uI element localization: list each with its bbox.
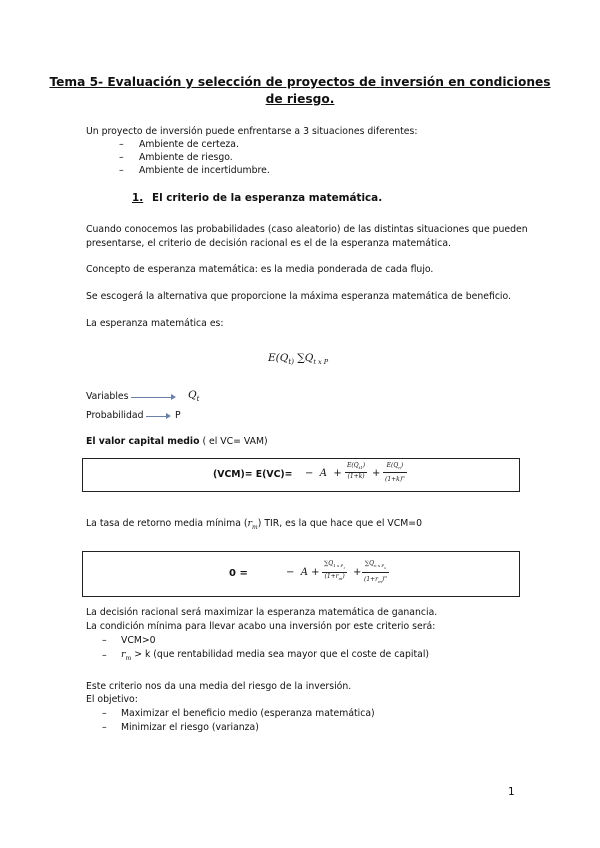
criterio-item-2: Minimizar el riesgo (varianza): [121, 722, 259, 733]
intro-item-3: Ambiente de incertidumbre.: [139, 165, 270, 176]
paragraph-1-line-1: Cuando conocemos las probabilidades (caso aleatorio) de las distintas situaciones que pueden: [86, 224, 528, 235]
arrow-line-1: [131, 397, 171, 398]
page-title-line-2: de riesgo.: [265, 92, 335, 106]
intro-dash-3: –: [119, 165, 124, 176]
decision-line-1: La decisión racional será maximizar la esperanza matemática de ganancia.: [86, 607, 438, 618]
vcm-heading: El valor capital medio ( el VC= VAM): [86, 436, 268, 447]
criterio-item-1: Maximizar el beneficio medio (esperanza matemática): [121, 708, 375, 719]
intro-text: Un proyecto de inversión puede enfrentarse a 3 situaciones diferentes:: [86, 126, 418, 137]
intro-item-1: Ambiente de certeza.: [139, 139, 239, 150]
intro-dash-2: –: [119, 152, 124, 163]
variables-label: Variables: [86, 391, 129, 402]
intro-item-2: Ambiente de riesgo.: [139, 152, 233, 163]
decision-item-1: VCM>0: [121, 635, 156, 646]
arrow-right-icon-1: [171, 394, 176, 400]
vcm-formula-box: (VCM)= E(VC)= − A + $\frac{E(Q_{t1})}{(1+k)}$ + $\frac{E(Q_n)}{(1+k)^n}$: [82, 458, 520, 492]
variables-symbol: $Q_t$: [188, 389, 200, 404]
decision-line-2: La condición mínima para llevar acabo una inversión por este criterio será:: [86, 621, 436, 632]
page-number: 1: [508, 786, 515, 798]
criterio-dash-1: –: [102, 708, 107, 719]
decision-item-2: $r_m > k$ (que rentabilidad media sea mayor que el coste de capital): [121, 649, 430, 662]
criterio-line-2: El objetivo:: [86, 694, 138, 705]
tir-formula-zero: 0 =: [229, 568, 248, 579]
decision-dash-1: –: [102, 635, 107, 646]
paragraph-4: La esperanza matemática es:: [86, 318, 224, 329]
tir-formula-box: 0 = − A + $\frac{\sum Q_{1 x P_1}}{(1+r_m)}$ + $\frac{\sum Q_{n x P_n}}{(1+r_m)^n}$: [82, 551, 520, 597]
tasa-text: La tasa de retorno media mínima $(r_m)$ TIR, es la que hace que el VCM=0: [86, 518, 423, 531]
paragraph-1-line-2: presentarse, el criterio de decisión racional es el de la esperanza matemática.: [86, 238, 451, 249]
section-number: 1.: [132, 192, 144, 204]
probabilidad-label: Probabilidad: [86, 410, 144, 421]
decision-dash-2: –: [102, 650, 107, 661]
intro-dash-1: –: [119, 139, 124, 150]
arrow-right-icon-2: [166, 413, 171, 419]
paragraph-3: Se escogerá la alternativa que proporcione la máxima esperanza matemática de beneficio.: [86, 291, 511, 302]
paragraph-2: Concepto de esperanza matemática: es la media ponderada de cada flujo.: [86, 264, 434, 275]
probabilidad-symbol: P: [175, 410, 181, 421]
section-heading: El criterio de la esperanza matemática.: [152, 192, 383, 204]
vcm-formula-label: (VCM)= E(VC)=: [213, 469, 293, 480]
criterio-dash-2: –: [102, 722, 107, 733]
criterio-line-1: Este criterio nos da una media del riesgo de la inversión.: [86, 681, 352, 692]
formula-esperanza: $E(Q_{t)}$ $\sum Q_{t x P}$: [268, 352, 329, 367]
arrow-line-2: [146, 416, 166, 417]
page-title-line-1: Tema 5- Evaluación y selección de proyectos de inversión en condiciones: [49, 75, 551, 89]
